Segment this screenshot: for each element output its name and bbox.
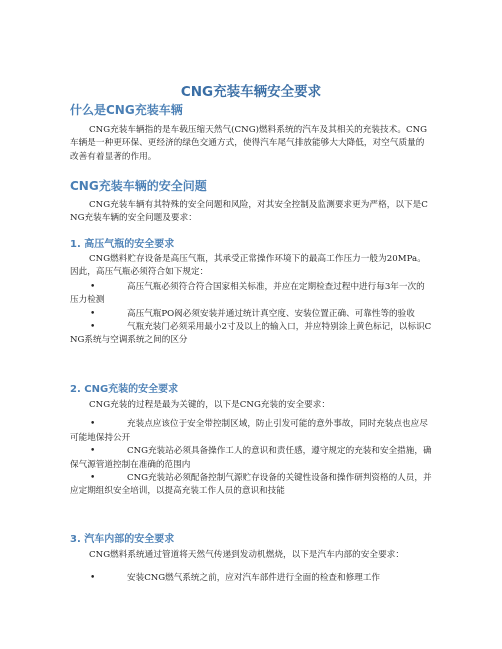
bullet-icon: • <box>90 473 96 484</box>
list-item: • 高压气瓶PO阀必须安装并通过统计真空度、安装位置正确、可靠性等的验收 <box>70 308 432 321</box>
list-item: • CNG充装站必须配备控制气源贮存设备的关键性设备和操作研判资格的人员，并应定期组织安全培训，以提高充装工作人员的意识和技能 <box>70 473 432 497</box>
subsection-heading: 1. 高压气瓶的安全要求 <box>70 239 175 250</box>
subsection-heading: 3. 汽车内部的安全要求 <box>70 534 175 545</box>
list-item: • CNG充装站必须具备操作工人的意识和责任感，遵守规定的充装和安全措施，确保气源管道控制在准确的范围内 <box>70 446 432 470</box>
list-item: • 高压气瓶必须符合符合国家相关标准，并应在定期检查过程中进行每3年一次的压力检测 <box>70 281 425 306</box>
section-what-is-cng <box>70 101 432 118</box>
requirement-list <box>70 572 432 585</box>
bullet-icon: • <box>90 573 96 584</box>
document-title: CNG充装车辆安全要求 <box>180 84 322 100</box>
subsection-intro: CNG燃料系统通过管道将天然气传递到发动机燃烧，以下是汽车内部的安全要求： <box>89 550 404 560</box>
subsection-intro: CNG充装的过程是最为关键的，以下是CNG充装的安全要求： <box>89 400 331 410</box>
bullet-icon: • <box>90 419 96 430</box>
requirement-list <box>70 281 432 348</box>
section-what-is-cng-body <box>70 124 432 164</box>
subsection-vehicle-interior <box>70 530 432 545</box>
section-heading: CNG充装车辆的安全问题 <box>70 179 207 193</box>
bullet-icon: • <box>90 446 96 457</box>
subsection-vehicle-interior-body <box>70 549 432 586</box>
subsection-heading: 2. CNG充装的安全要求 <box>70 384 179 395</box>
subsection-cylinder-body <box>70 253 432 348</box>
subsection-cylinder <box>70 235 432 250</box>
list-item: • 气瓶充装门必须采用最小2寸及以上的输入口，并应特别涂上黄色标记，以标识CNG系统与空调系统之间的区分 <box>70 322 432 346</box>
bullet-icon: • <box>90 322 96 333</box>
section-paragraph: CNG充装车辆指的是车载压缩天然气(CNG)燃料系统的汽车及其相关的充装技术。CNG车辆是一种更环保、更经济的绿色交通方式，使得汽车尾气排放能够大大降低，对空气质量的改善有着显著的作用。 <box>70 125 428 162</box>
section-heading: 什么是CNG充装车辆 <box>70 103 183 117</box>
subsection-filling <box>70 380 432 395</box>
section-paragraph: CNG充装车辆有其特殊的安全问题和风险，对其安全控制及监测要求更为严格，以下是CNG充装车辆的安全问题及要求： <box>70 200 428 224</box>
section-safety-issues-body <box>70 199 432 226</box>
subsection-filling-body <box>70 399 432 499</box>
subsection-intro: CNG燃料贮存设备是高压气瓶，其承受正常操作环境下的最高工作压力一般为20MPa。因此，高压气瓶必须符合如下规定： <box>70 254 426 278</box>
bullet-icon: • <box>90 281 96 292</box>
list-item: • 安装CNG燃气系统之前，应对汽车部件进行全面的检查和修理工作 <box>70 572 432 585</box>
section-safety-issues <box>70 177 432 194</box>
list-item: • 充装点应该位于安全带控制区域，防止引发可能的意外事故，同时充装点也应尽可能地保持公开 <box>70 419 428 443</box>
requirement-list <box>70 418 432 498</box>
bullet-icon: • <box>90 308 96 319</box>
